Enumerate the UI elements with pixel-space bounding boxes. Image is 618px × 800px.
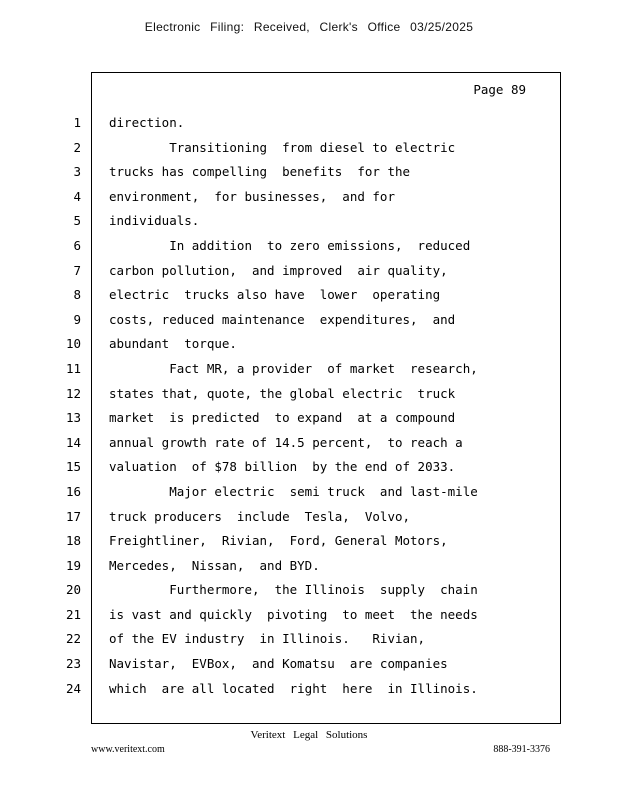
transcript-line [0,185,618,210]
line-text: Furthermore, the Illinois supply chain [109,582,478,598]
line-text: Mercedes, Nissan, and BYD. [109,557,320,573]
line-number: 20 [65,582,81,598]
line-text: states that, quote, the global electric truck [109,385,456,401]
line-number: 13 [65,410,81,426]
line-number: 15 [65,459,81,475]
line-text: Major electric semi truck and last-mile [109,483,478,499]
transcript-line [0,283,618,308]
line-number: 21 [65,606,81,622]
line-text: abundant torque. [109,336,237,352]
transcript-line [0,209,618,234]
line-number: 4 [73,188,81,204]
transcript-line [0,357,618,382]
transcript-line [0,455,618,480]
footer-company: Veritext Legal Solutions [250,729,368,741]
transcript-line [0,627,618,652]
line-text: annual growth rate of 14.5 percent, to reach a [109,434,463,450]
line-number: 8 [73,287,81,303]
line-text: electric trucks also have lower operating [109,287,441,303]
transcript-line [0,332,618,357]
line-text: In addition to zero emissions, reduced [109,237,471,253]
line-number: 24 [65,680,81,696]
line-text: costs, reduced maintenance expenditures, and [109,311,456,327]
line-number: 23 [65,656,81,672]
line-number: 10 [65,336,81,352]
line-text: Transitioning from diesel to electric [109,139,456,155]
line-text: Fact MR, a provider of market research, [109,360,478,376]
transcript-line [0,111,618,136]
page-number: Page 89 [473,82,526,97]
transcript-line [0,480,618,505]
footer-phone: 888-391-3376 [493,744,550,755]
transcript-line [0,603,618,628]
transcript-line [0,234,618,259]
line-number: 22 [65,631,81,647]
transcript-line [0,652,618,677]
line-number: 5 [73,213,81,229]
line-text: direction. [109,115,185,130]
transcript-line [0,136,618,161]
line-text: market is predicted to expand at a compound [109,410,456,426]
transcript-line [0,160,618,185]
transcript-line [0,505,618,530]
line-text: is vast and quickly pivoting to meet the needs [109,606,478,622]
line-number: 6 [73,237,81,253]
transcript-line [0,431,618,456]
footer-website: www.veritext.com [91,744,165,755]
line-text: of the EV industry in Illinois. Rivian, [109,631,426,647]
transcript-line [0,554,618,579]
line-number: 16 [65,483,81,499]
line-text: Navistar, EVBox, and Komatsu are companies [109,656,448,672]
transcript-line [0,308,618,333]
line-number: 9 [73,311,81,327]
line-number: 11 [65,360,81,376]
line-number: 7 [73,262,81,278]
line-text: which are all located right here in Illinois. [109,680,478,696]
transcript-line [0,578,618,603]
transcript-line [0,406,618,431]
line-text: Freightliner, Rivian, Ford, General Motors, [109,533,448,549]
line-text: valuation of $78 billion by the end of 2033. [109,459,456,475]
filing-stamp-header: Electronic Filing: Received, Clerk's Office 03/25/2025 [144,20,474,34]
line-number: 3 [73,164,81,180]
line-number: 19 [65,557,81,573]
transcript-line [0,382,618,407]
line-text: individuals. [109,213,200,229]
transcript-line [0,529,618,554]
transcript-body [0,111,618,701]
line-number: 1 [73,115,81,130]
line-text: truck producers include Tesla, Volvo, [109,508,411,524]
line-text: trucks has compelling benefits for the [109,164,411,180]
line-number: 18 [65,533,81,549]
line-text: environment, for businesses, and for [109,188,395,204]
transcript-line [0,259,618,284]
line-number: 14 [65,434,81,450]
line-number: 2 [73,139,81,155]
line-number: 12 [65,385,81,401]
transcript-line [0,677,618,702]
line-number: 17 [65,508,81,524]
line-text: carbon pollution, and improved air quality, [109,262,448,278]
